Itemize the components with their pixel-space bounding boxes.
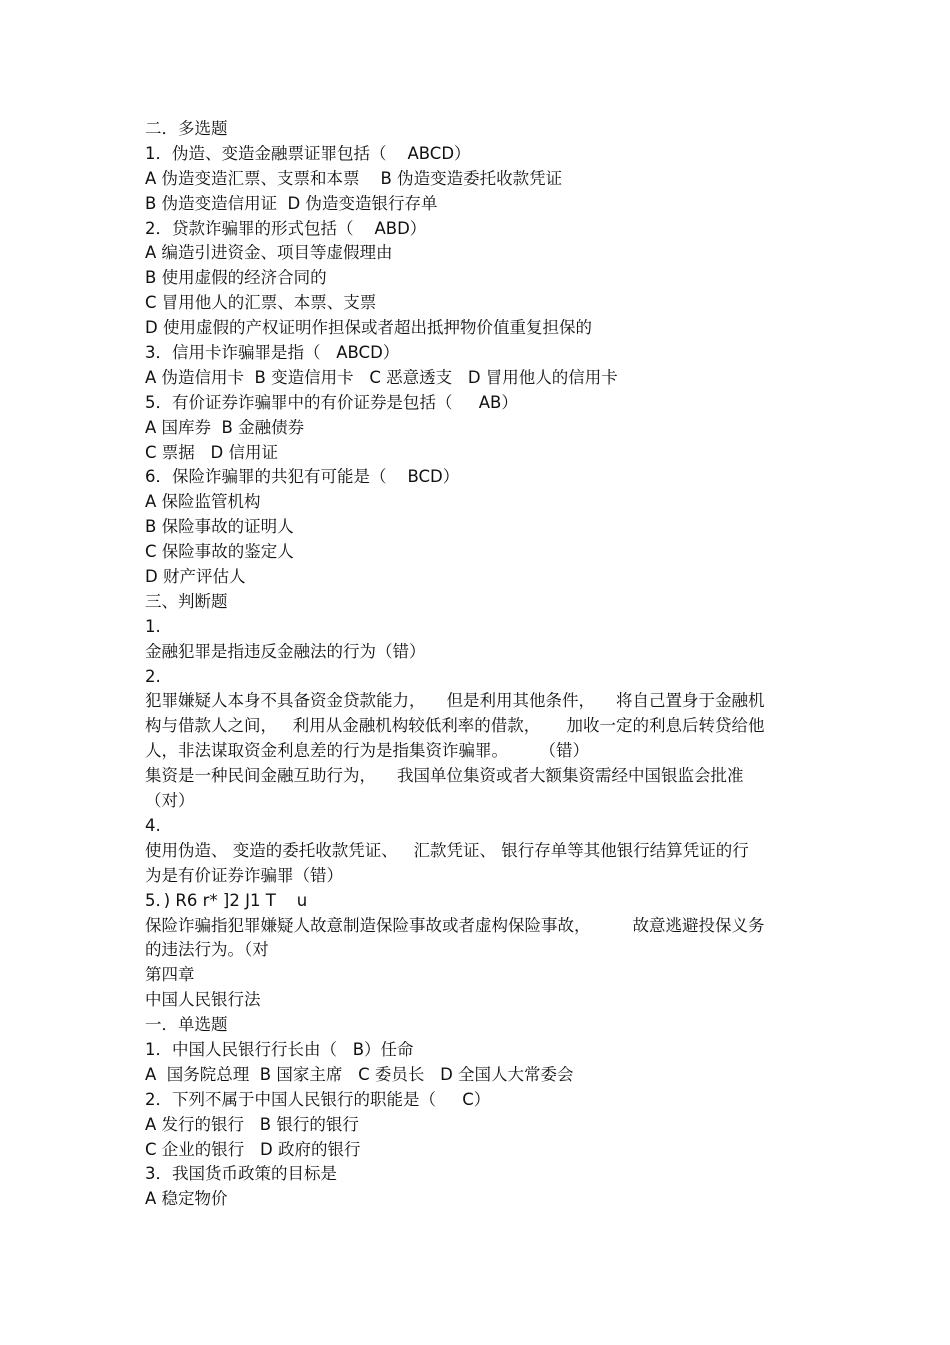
text-line: C 冒用他人的汇票、本票、支票: [145, 293, 377, 313]
text-line: A 国务院总理 B 国家主席 C 委员长 D 全国人大常委会: [145, 1064, 574, 1084]
text-line: D 使用虚假的产权证明作担保或者超出抵押物价值重复担保的: [145, 318, 592, 338]
text-line: 保险诈骗指犯罪嫌疑人故意制造保险事故或者虚构保险事故， 故意逃避投保义务: [145, 915, 765, 935]
text-line: B 使用虚假的经济合同的: [145, 268, 327, 288]
text-line: 二．多选题: [145, 119, 228, 138]
text-line: B 伪造变造信用证 D 伪造变造银行存单: [145, 193, 438, 213]
text-line: 集资是一种民间金融互助行为， 我国单位集资或者大额集资需经中国银监会批准: [145, 766, 744, 786]
document-page: [145, 117, 805, 1212]
text-line: 犯罪嫌疑人本身不具备资金贷款能力， 但是利用其他条件， 将自己置身于金融机: [145, 691, 765, 711]
text-line: 4.: [145, 815, 161, 835]
text-line: C 票据 D 信用证: [145, 442, 278, 462]
text-line: 2．贷款诈骗罪的形式包括（ ABD）: [145, 218, 427, 238]
text-line: （对）: [145, 791, 195, 811]
text-line: A 保险监管机构: [145, 492, 261, 512]
text-line: A 伪造信用卡 B 变造信用卡 C 恶意透支 D 冒用他人的信用卡: [145, 367, 618, 387]
text-line: 三、判断题: [145, 591, 228, 611]
text-line: 1．伪造、变造金融票证罪包括（ ABCD）: [145, 143, 471, 163]
text-line: A 稳定物价: [145, 1189, 228, 1209]
text-line: 使用伪造、 变造的委托收款凭证、 汇款凭证、 银行存单等其他银行结算凭证的行: [145, 840, 749, 860]
text-line: A 编造引进资金、项目等虚假理由: [145, 243, 393, 263]
text-line: 构与借款人之间， 利用从金融机构较低利率的借款， 加收一定的利息后转贷给他: [145, 716, 765, 736]
text-line: D 财产评估人: [145, 567, 246, 587]
text-line: 3．我国货币政策的目标是: [145, 1164, 337, 1184]
text-line: 人，非法谋取资金利息差的行为是指集资诈骗罪。 （错）: [145, 741, 589, 761]
text-line: 中国人民银行法: [145, 990, 261, 1010]
text-line: 1．中国人民银行行长由（ B）任命: [145, 1039, 414, 1059]
text-line: 的违法行为。（对: [145, 940, 269, 960]
text-line: A 国库券 B 金融债券: [145, 417, 305, 437]
text-line: C 保险事故的鉴定人: [145, 542, 294, 562]
text-line: A 伪造变造汇票、支票和本票 B 伪造变造委托收款凭证: [145, 168, 563, 188]
text-line: 1.: [145, 616, 161, 636]
text-line: B 保险事故的证明人: [145, 517, 294, 537]
text-line: A 发行的银行 B 银行的银行: [145, 1114, 359, 1134]
text-line: 第四章: [145, 965, 195, 985]
text-line: 6．保险诈骗罪的共犯有可能是（ BCD）: [145, 467, 460, 487]
text-line: 金融犯罪是指违反金融法的行为（错）: [145, 641, 426, 661]
text-line: 一．单选题: [145, 1015, 228, 1035]
text-line: 2．下列不属于中国人民银行的职能是（ C）: [145, 1089, 491, 1109]
text-line: 3．信用卡诈骗罪是指（ ABCD）: [145, 343, 400, 363]
text-line: 2.: [145, 666, 161, 686]
text-line: 为是有价证券诈骗罪（错）: [145, 865, 343, 885]
text-line: 5．有价证券诈骗罪中的有价证券是包括（ AB）: [145, 392, 518, 412]
text-line: 5．) R6 r* ]2 J1 T u: [145, 890, 308, 910]
text-line: C 企业的银行 D 政府的银行: [145, 1139, 361, 1159]
